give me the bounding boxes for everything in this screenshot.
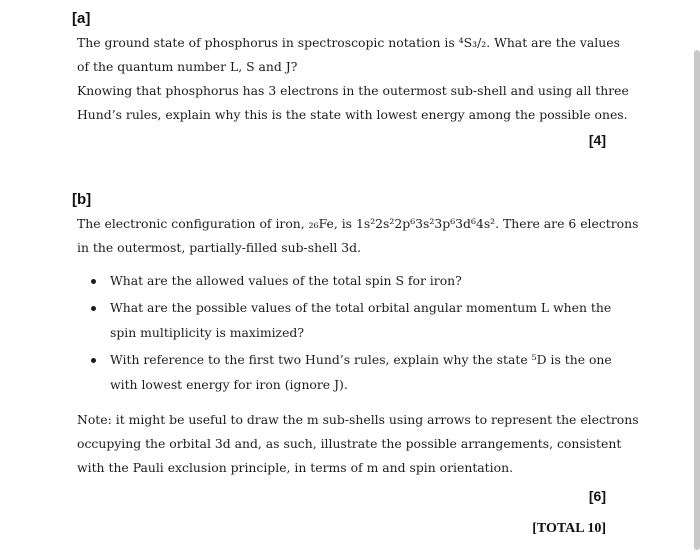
bullet-2-line-1: What are the possible values of the total orbital angular momentum L when the (110, 300, 612, 315)
part-b-intro-line-2: in the outermost, partially-filled sub-shell 3d. (77, 240, 362, 255)
part-b-marks: [6] (588, 488, 606, 504)
bullet-dot (91, 279, 96, 284)
part-a-marks: [4] (588, 132, 606, 148)
bullet-3-line-1: With reference to the first two Hund’s rules, explain why the state ⁵D is the one (110, 352, 612, 367)
bullet-1-line-1: What are the allowed values of the total spin S for iron? (110, 273, 462, 288)
bullet-3-line-2: with lowest energy for iron (ignore J). (110, 377, 348, 392)
bullet-2-line-2: spin multiplicity is maximized? (110, 325, 304, 340)
part-a-line-4: Hund’s rules, explain why this is the state with lowest energy among the possible ones. (77, 107, 628, 122)
total-marks: [TOTAL 10] (532, 521, 606, 536)
part-a-line-1: The ground state of phosphorus in spectroscopic notation is ⁴S₃/₂. What are the values (77, 35, 620, 50)
note-line-1: Note: it might be useful to draw the m sub-shells using arrows to represent the electrons (77, 412, 639, 427)
part-a-line-3: Knowing that phosphorus has 3 electrons in the outermost sub-shell and using all three (77, 83, 629, 98)
part-b-intro-line-1: The electronic configuration of iron, ₂₆Fe, is 1s²2s²2p⁶3s²3p⁶3d⁶4s². There are 6 electrons (77, 216, 639, 231)
note-line-3: with the Pauli exclusion principle, in terms of m and spin orientation. (77, 460, 514, 475)
bullet-dot (91, 358, 96, 363)
part-a-label: [a] (72, 10, 91, 27)
note-line-2: occupying the orbital 3d and, as such, illustrate the possible arrangements, consistent (77, 436, 622, 451)
part-b-label: [b] (72, 191, 92, 208)
bullet-dot (91, 306, 96, 311)
vertical-scrollbar[interactable] (694, 50, 700, 550)
part-a-line-2: of the quantum number L, S and J? (77, 59, 298, 74)
